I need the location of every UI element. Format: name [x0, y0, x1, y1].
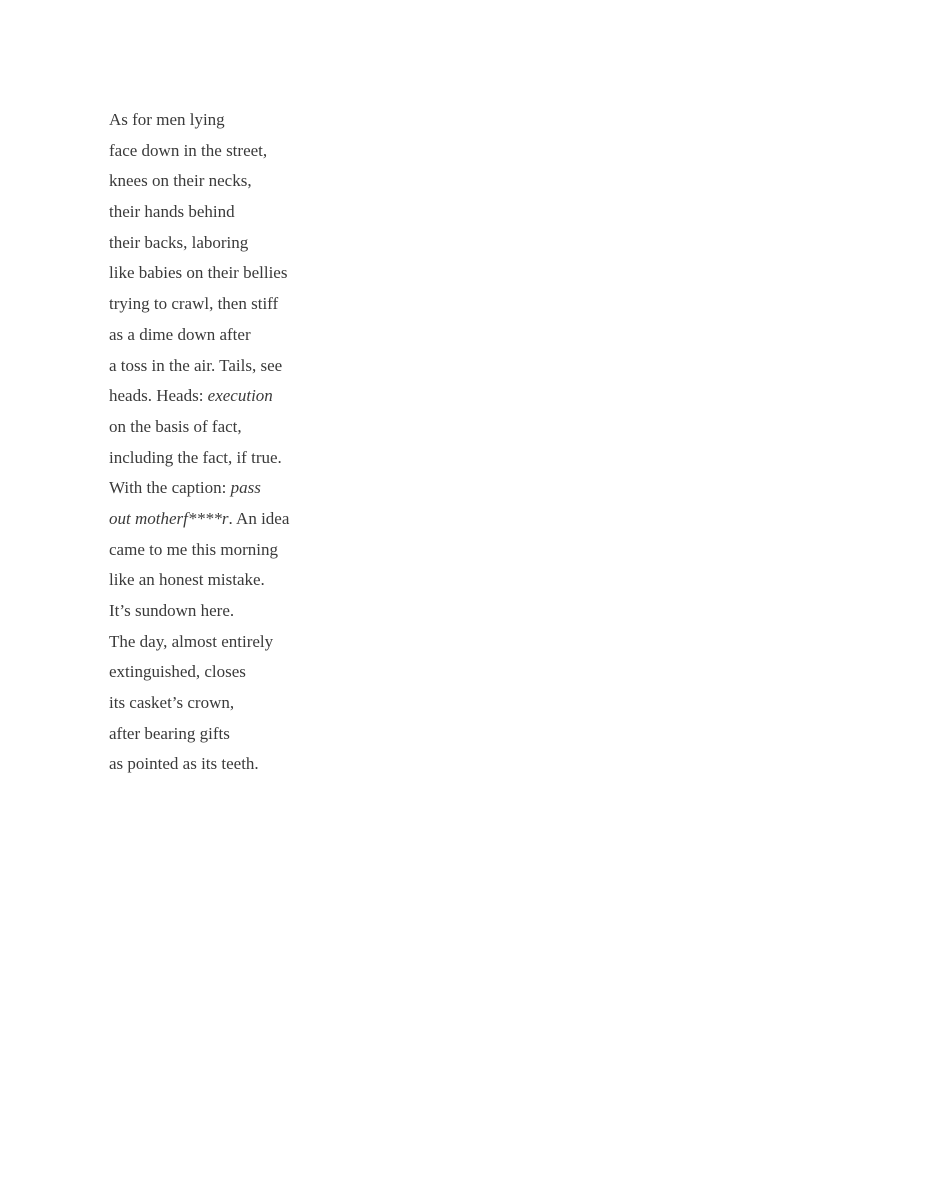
poem-line — [109, 107, 289, 138]
poem-line-text: It’s sundown here. — [109, 601, 235, 620]
poem-line — [109, 629, 289, 660]
poem-line — [109, 230, 289, 261]
poem-line-italic-text: execution — [207, 386, 273, 406]
poem-line — [109, 721, 289, 752]
poem-line — [109, 353, 289, 384]
poem-line-text: The day, almost entirely — [109, 631, 274, 651]
poem-line — [109, 751, 289, 782]
poem-line — [109, 445, 289, 476]
poem-line-italic-text: out motherf****r — [109, 508, 229, 528]
poem-line-text: heads. Heads: — [109, 386, 208, 406]
poem-line-text: extinguished, closes — [109, 662, 246, 682]
poem-line-text: as pointed as its teeth. — [109, 754, 259, 774]
poem-line-text: trying to crawl, then stiff — [109, 294, 279, 314]
poem-line — [109, 138, 289, 169]
poem-line-italic-text: pass — [230, 478, 261, 498]
poem-line-text: on the basis of fact, — [109, 416, 242, 436]
poem-line-text: As for men lying — [109, 110, 225, 129]
poem-line-text: its casket’s crown, — [109, 693, 235, 713]
poem-line-text: their backs, laboring — [109, 232, 249, 252]
poem-line — [109, 199, 289, 230]
poem-line — [109, 537, 289, 568]
poem-line — [109, 322, 289, 353]
poem-line — [109, 383, 289, 414]
poem-line-text: face down in the street, — [109, 140, 268, 160]
poem-line-text: like babies on their bellies — [109, 263, 288, 283]
poem-line-text: knees on their necks, — [109, 171, 252, 191]
poem-line — [109, 506, 289, 537]
poem-line-text: . An idea — [228, 508, 290, 528]
poem-line-text: as a dime down after — [109, 324, 251, 344]
poem-line-text: their hands behind — [109, 202, 235, 222]
poem-line-text: including the fact, if true. — [109, 447, 282, 467]
poem-line-text: came to me this morning — [109, 539, 279, 559]
poem-line — [109, 690, 289, 721]
poem-line — [109, 475, 289, 506]
poem-line — [109, 168, 289, 199]
poem-line — [109, 567, 289, 598]
poem-line — [109, 291, 289, 322]
poem-text — [109, 107, 289, 782]
poem-line — [109, 414, 289, 445]
poem-line — [109, 260, 289, 291]
poem-line — [109, 598, 289, 629]
poem-line-text: a toss in the air. Tails, see — [109, 355, 283, 375]
poem-line-text: With the caption: — [109, 478, 231, 498]
poem-line-text: like an honest mistake. — [109, 570, 265, 590]
poem-line-text: after bearing gifts — [109, 723, 230, 743]
poem-line — [109, 659, 289, 690]
